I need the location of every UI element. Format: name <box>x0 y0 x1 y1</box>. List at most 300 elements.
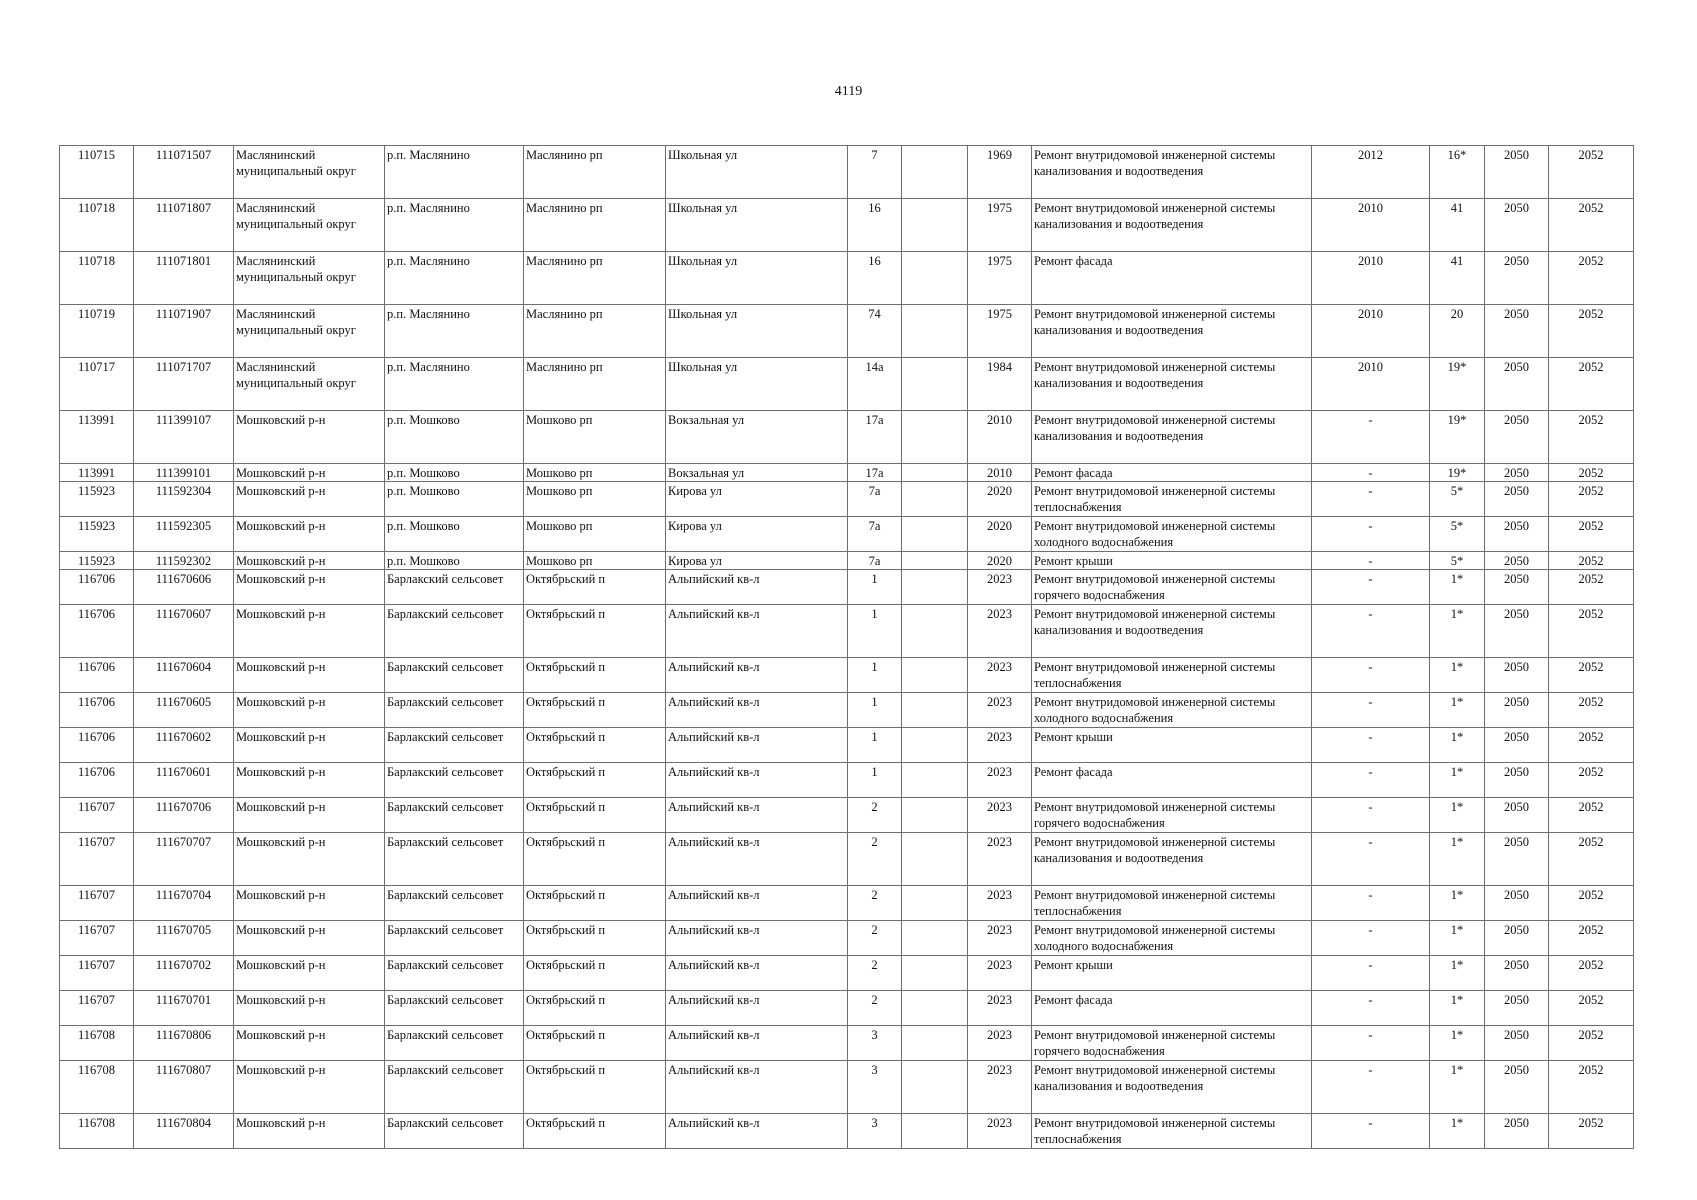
cell-district: Маслянинский муниципальный округ <box>234 146 385 199</box>
cell-work-id: 111670706 <box>134 798 234 833</box>
cell-plan-start-year: 2050 <box>1485 833 1549 886</box>
cell-work-id: 111670806 <box>134 1026 234 1061</box>
cell-settlement: Барлакский сельсовет <box>385 570 524 605</box>
cell-plan-start-year: 2050 <box>1485 921 1549 956</box>
cell-street: Кирова ул <box>666 517 848 552</box>
cell-plan-end-year: 2052 <box>1549 991 1634 1026</box>
cell-house-number: 2 <box>848 956 902 991</box>
cell-work-type: Ремонт внутридомовой инженерной системы канализования и водоотведения <box>1032 305 1312 358</box>
cell-year-built: 2023 <box>968 956 1032 991</box>
cell-year-built: 1975 <box>968 305 1032 358</box>
cell-wear-percent: 20 <box>1430 305 1485 358</box>
table-row <box>60 763 1634 798</box>
cell-last-repair-year: - <box>1312 693 1430 728</box>
cell-work-type: Ремонт крыши <box>1032 728 1312 763</box>
cell-plan-end-year: 2052 <box>1549 305 1634 358</box>
cell-last-repair-year: - <box>1312 658 1430 693</box>
cell-wear-percent: 1* <box>1430 886 1485 921</box>
cell-work-type: Ремонт внутридомовой инженерной системы канализования и водоотведения <box>1032 833 1312 886</box>
cell-plan-start-year: 2050 <box>1485 199 1549 252</box>
cell-work-type: Ремонт фасада <box>1032 991 1312 1026</box>
cell-year-built: 2023 <box>968 693 1032 728</box>
cell-house-id: 116707 <box>60 921 134 956</box>
cell-district: Маслянинский муниципальный округ <box>234 252 385 305</box>
cell-plan-start-year: 2050 <box>1485 464 1549 482</box>
cell-year-built: 2020 <box>968 517 1032 552</box>
cell-district: Мошковский р-н <box>234 728 385 763</box>
cell-locality: Октябрьский п <box>524 798 666 833</box>
cell-year-built: 2023 <box>968 570 1032 605</box>
cell-wear-percent: 1* <box>1430 798 1485 833</box>
cell-last-repair-year: 2010 <box>1312 305 1430 358</box>
cell-wear-percent: 1* <box>1430 956 1485 991</box>
table-row <box>60 921 1634 956</box>
cell-wear-percent: 1* <box>1430 605 1485 658</box>
cell-year-built: 2023 <box>968 921 1032 956</box>
cell-locality: Октябрьский п <box>524 1026 666 1061</box>
cell-locality: Октябрьский п <box>524 956 666 991</box>
cell-district: Мошковский р-н <box>234 693 385 728</box>
cell-street: Кирова ул <box>666 552 848 570</box>
cell-work-type: Ремонт внутридомовой инженерной системы канализования и водоотведения <box>1032 199 1312 252</box>
cell-plan-end-year: 2052 <box>1549 886 1634 921</box>
cell-last-repair-year: - <box>1312 1061 1430 1114</box>
cell-building <box>902 658 968 693</box>
cell-plan-start-year: 2050 <box>1485 570 1549 605</box>
cell-house-id: 116706 <box>60 605 134 658</box>
cell-plan-end-year: 2052 <box>1549 464 1634 482</box>
cell-house-number: 1 <box>848 658 902 693</box>
cell-settlement: Барлакский сельсовет <box>385 1026 524 1061</box>
cell-work-type: Ремонт внутридомовой инженерной системы теплоснабжения <box>1032 1114 1312 1149</box>
cell-district: Мошковский р-н <box>234 1026 385 1061</box>
cell-street: Вокзальная ул <box>666 464 848 482</box>
cell-work-id: 111670704 <box>134 886 234 921</box>
cell-plan-end-year: 2052 <box>1549 482 1634 517</box>
cell-plan-end-year: 2052 <box>1549 517 1634 552</box>
cell-work-id: 111670601 <box>134 763 234 798</box>
cell-building <box>902 833 968 886</box>
cell-street: Альпийский кв-л <box>666 570 848 605</box>
cell-work-type: Ремонт внутридомовой инженерной системы горячего водоснабжения <box>1032 570 1312 605</box>
cell-year-built: 2023 <box>968 728 1032 763</box>
cell-plan-end-year: 2052 <box>1549 763 1634 798</box>
cell-settlement: р.п. Мошково <box>385 552 524 570</box>
cell-year-built: 2023 <box>968 658 1032 693</box>
cell-wear-percent: 1* <box>1430 921 1485 956</box>
cell-wear-percent: 41 <box>1430 252 1485 305</box>
cell-house-number: 7а <box>848 482 902 517</box>
cell-locality: Октябрьский п <box>524 921 666 956</box>
cell-locality: Октябрьский п <box>524 991 666 1026</box>
cell-house-number: 1 <box>848 605 902 658</box>
cell-last-repair-year: - <box>1312 1114 1430 1149</box>
cell-house-id: 115923 <box>60 517 134 552</box>
cell-building <box>902 411 968 464</box>
cell-street: Школьная ул <box>666 146 848 199</box>
cell-wear-percent: 1* <box>1430 763 1485 798</box>
table-row <box>60 991 1634 1026</box>
cell-plan-end-year: 2052 <box>1549 570 1634 605</box>
cell-work-id: 111670705 <box>134 921 234 956</box>
cell-year-built: 1975 <box>968 199 1032 252</box>
cell-settlement: р.п. Маслянино <box>385 199 524 252</box>
cell-wear-percent: 1* <box>1430 1061 1485 1114</box>
cell-work-id: 111399107 <box>134 411 234 464</box>
cell-house-id: 116707 <box>60 991 134 1026</box>
cell-work-id: 111670602 <box>134 728 234 763</box>
cell-locality: Октябрьский п <box>524 833 666 886</box>
cell-plan-end-year: 2052 <box>1549 798 1634 833</box>
cell-work-type: Ремонт внутридомовой инженерной системы холодного водоснабжения <box>1032 517 1312 552</box>
cell-wear-percent: 1* <box>1430 1114 1485 1149</box>
cell-settlement: Барлакский сельсовет <box>385 728 524 763</box>
cell-plan-start-year: 2050 <box>1485 482 1549 517</box>
cell-street: Альпийский кв-л <box>666 728 848 763</box>
cell-building <box>902 728 968 763</box>
cell-work-id: 111670702 <box>134 956 234 991</box>
cell-house-number: 74 <box>848 305 902 358</box>
cell-house-id: 116708 <box>60 1026 134 1061</box>
cell-last-repair-year: 2010 <box>1312 252 1430 305</box>
cell-settlement: р.п. Мошково <box>385 482 524 517</box>
cell-building <box>902 1061 968 1114</box>
table-row <box>60 552 1634 570</box>
cell-work-id: 111071507 <box>134 146 234 199</box>
cell-settlement: Барлакский сельсовет <box>385 1114 524 1149</box>
cell-house-id: 116708 <box>60 1114 134 1149</box>
cell-plan-start-year: 2050 <box>1485 763 1549 798</box>
cell-district: Мошковский р-н <box>234 1114 385 1149</box>
cell-wear-percent: 5* <box>1430 517 1485 552</box>
table-row <box>60 305 1634 358</box>
cell-street: Школьная ул <box>666 305 848 358</box>
cell-work-id: 111670804 <box>134 1114 234 1149</box>
table-row <box>60 517 1634 552</box>
cell-building <box>902 605 968 658</box>
cell-locality: Октябрьский п <box>524 605 666 658</box>
cell-year-built: 2010 <box>968 464 1032 482</box>
cell-house-number: 16 <box>848 199 902 252</box>
cell-building <box>902 956 968 991</box>
cell-year-built: 1984 <box>968 358 1032 411</box>
cell-house-id: 110715 <box>60 146 134 199</box>
cell-wear-percent: 1* <box>1430 570 1485 605</box>
cell-settlement: р.п. Мошково <box>385 517 524 552</box>
cell-district: Мошковский р-н <box>234 605 385 658</box>
cell-work-id: 111670807 <box>134 1061 234 1114</box>
table-row <box>60 358 1634 411</box>
cell-plan-start-year: 2050 <box>1485 798 1549 833</box>
cell-building <box>902 1026 968 1061</box>
cell-building <box>902 798 968 833</box>
cell-work-type: Ремонт внутридомовой инженерной системы теплоснабжения <box>1032 886 1312 921</box>
cell-settlement: Барлакский сельсовет <box>385 1061 524 1114</box>
cell-last-repair-year: - <box>1312 464 1430 482</box>
cell-plan-start-year: 2050 <box>1485 146 1549 199</box>
cell-work-type: Ремонт крыши <box>1032 956 1312 991</box>
cell-plan-end-year: 2052 <box>1549 552 1634 570</box>
cell-work-type: Ремонт внутридомовой инженерной системы горячего водоснабжения <box>1032 1026 1312 1061</box>
cell-year-built: 2020 <box>968 482 1032 517</box>
cell-work-type: Ремонт внутридомовой инженерной системы теплоснабжения <box>1032 658 1312 693</box>
cell-plan-start-year: 2050 <box>1485 886 1549 921</box>
cell-house-id: 116708 <box>60 1061 134 1114</box>
cell-settlement: Барлакский сельсовет <box>385 798 524 833</box>
cell-building <box>902 199 968 252</box>
cell-wear-percent: 5* <box>1430 482 1485 517</box>
cell-work-type: Ремонт внутридомовой инженерной системы канализования и водоотведения <box>1032 146 1312 199</box>
cell-locality: Октябрьский п <box>524 658 666 693</box>
cell-work-id: 111592305 <box>134 517 234 552</box>
cell-last-repair-year: - <box>1312 798 1430 833</box>
cell-locality: Октябрьский п <box>524 693 666 728</box>
cell-locality: Мошково рп <box>524 552 666 570</box>
cell-district: Мошковский р-н <box>234 570 385 605</box>
cell-wear-percent: 1* <box>1430 1026 1485 1061</box>
cell-wear-percent: 16* <box>1430 146 1485 199</box>
cell-year-built: 1975 <box>968 252 1032 305</box>
cell-locality: Октябрьский п <box>524 728 666 763</box>
cell-house-id: 110719 <box>60 305 134 358</box>
cell-house-number: 2 <box>848 798 902 833</box>
cell-last-repair-year: - <box>1312 921 1430 956</box>
cell-house-id: 116707 <box>60 833 134 886</box>
cell-street: Кирова ул <box>666 482 848 517</box>
cell-year-built: 2023 <box>968 833 1032 886</box>
cell-plan-end-year: 2052 <box>1549 728 1634 763</box>
cell-settlement: Барлакский сельсовет <box>385 956 524 991</box>
table-row <box>60 1114 1634 1149</box>
cell-settlement: Барлакский сельсовет <box>385 833 524 886</box>
cell-house-id: 116706 <box>60 763 134 798</box>
cell-plan-start-year: 2050 <box>1485 1026 1549 1061</box>
cell-street: Альпийский кв-л <box>666 1061 848 1114</box>
cell-settlement: р.п. Мошково <box>385 464 524 482</box>
cell-locality: Октябрьский п <box>524 886 666 921</box>
cell-work-id: 111592304 <box>134 482 234 517</box>
cell-settlement: р.п. Маслянино <box>385 305 524 358</box>
table-row <box>60 199 1634 252</box>
cell-street: Альпийский кв-л <box>666 798 848 833</box>
cell-district: Мошковский р-н <box>234 921 385 956</box>
cell-wear-percent: 41 <box>1430 199 1485 252</box>
cell-year-built: 2023 <box>968 886 1032 921</box>
cell-house-number: 1 <box>848 693 902 728</box>
cell-house-id: 116707 <box>60 886 134 921</box>
cell-last-repair-year: - <box>1312 833 1430 886</box>
cell-plan-start-year: 2050 <box>1485 956 1549 991</box>
cell-house-number: 17а <box>848 464 902 482</box>
cell-house-id: 116706 <box>60 728 134 763</box>
table-row <box>60 833 1634 886</box>
cell-building <box>902 552 968 570</box>
cell-house-number: 3 <box>848 1061 902 1114</box>
cell-street: Альпийский кв-л <box>666 658 848 693</box>
table-row <box>60 1026 1634 1061</box>
cell-wear-percent: 1* <box>1430 693 1485 728</box>
table-row <box>60 886 1634 921</box>
cell-district: Мошковский р-н <box>234 886 385 921</box>
cell-work-type: Ремонт фасада <box>1032 252 1312 305</box>
cell-last-repair-year: - <box>1312 728 1430 763</box>
cell-house-number: 1 <box>848 763 902 798</box>
cell-street: Альпийский кв-л <box>666 1114 848 1149</box>
cell-plan-end-year: 2052 <box>1549 146 1634 199</box>
cell-district: Маслянинский муниципальный округ <box>234 199 385 252</box>
cell-house-number: 3 <box>848 1114 902 1149</box>
cell-house-id: 116707 <box>60 798 134 833</box>
table-row <box>60 146 1634 199</box>
cell-settlement: р.п. Маслянино <box>385 146 524 199</box>
cell-settlement: р.п. Маслянино <box>385 358 524 411</box>
cell-plan-end-year: 2052 <box>1549 921 1634 956</box>
cell-street: Альпийский кв-л <box>666 991 848 1026</box>
cell-work-type: Ремонт внутридомовой инженерной системы канализования и водоотведения <box>1032 411 1312 464</box>
cell-work-id: 111670605 <box>134 693 234 728</box>
cell-district: Мошковский р-н <box>234 798 385 833</box>
cell-year-built: 2010 <box>968 411 1032 464</box>
cell-building <box>902 921 968 956</box>
cell-plan-end-year: 2052 <box>1549 833 1634 886</box>
table-row <box>60 252 1634 305</box>
table-row <box>60 464 1634 482</box>
cell-house-number: 7а <box>848 517 902 552</box>
cell-work-type: Ремонт внутридомовой инженерной системы канализования и водоотведения <box>1032 1061 1312 1114</box>
cell-house-number: 2 <box>848 886 902 921</box>
cell-last-repair-year: - <box>1312 482 1430 517</box>
cell-work-id: 111071807 <box>134 199 234 252</box>
table-row <box>60 658 1634 693</box>
cell-building <box>902 991 968 1026</box>
cell-last-repair-year: 2012 <box>1312 146 1430 199</box>
cell-plan-start-year: 2050 <box>1485 552 1549 570</box>
cell-locality: Маслянино рп <box>524 358 666 411</box>
cell-district: Мошковский р-н <box>234 833 385 886</box>
cell-settlement: Барлакский сельсовет <box>385 605 524 658</box>
cell-building <box>902 482 968 517</box>
cell-plan-end-year: 2052 <box>1549 358 1634 411</box>
cell-work-type: Ремонт внутридомовой инженерной системы канализования и водоотведения <box>1032 358 1312 411</box>
cell-last-repair-year: - <box>1312 886 1430 921</box>
cell-house-id: 116706 <box>60 658 134 693</box>
cell-locality: Октябрьский п <box>524 1114 666 1149</box>
cell-work-type: Ремонт фасада <box>1032 763 1312 798</box>
cell-work-type: Ремонт внутридомовой инженерной системы канализования и водоотведения <box>1032 605 1312 658</box>
cell-district: Мошковский р-н <box>234 956 385 991</box>
table-row <box>60 482 1634 517</box>
cell-building <box>902 517 968 552</box>
cell-work-type: Ремонт внутридомовой инженерной системы холодного водоснабжения <box>1032 921 1312 956</box>
cell-work-id: 111670701 <box>134 991 234 1026</box>
cell-plan-end-year: 2052 <box>1549 1026 1634 1061</box>
cell-plan-end-year: 2052 <box>1549 956 1634 991</box>
cell-district: Мошковский р-н <box>234 658 385 693</box>
cell-building <box>902 886 968 921</box>
cell-last-repair-year: - <box>1312 956 1430 991</box>
cell-house-number: 1 <box>848 570 902 605</box>
cell-locality: Октябрьский п <box>524 570 666 605</box>
cell-work-type: Ремонт внутридомовой инженерной системы теплоснабжения <box>1032 482 1312 517</box>
cell-last-repair-year: - <box>1312 517 1430 552</box>
cell-plan-end-year: 2052 <box>1549 1114 1634 1149</box>
cell-year-built: 2023 <box>968 1114 1032 1149</box>
cell-work-id: 111670606 <box>134 570 234 605</box>
cell-year-built: 2023 <box>968 605 1032 658</box>
cell-street: Альпийский кв-л <box>666 833 848 886</box>
cell-work-id: 111071707 <box>134 358 234 411</box>
cell-work-id: 111670604 <box>134 658 234 693</box>
cell-settlement: р.п. Маслянино <box>385 252 524 305</box>
cell-settlement: Барлакский сельсовет <box>385 921 524 956</box>
cell-wear-percent: 19* <box>1430 464 1485 482</box>
cell-district: Мошковский р-н <box>234 517 385 552</box>
cell-building <box>902 305 968 358</box>
cell-year-built: 2020 <box>968 552 1032 570</box>
cell-house-id: 116706 <box>60 570 134 605</box>
cell-locality: Маслянино рп <box>524 146 666 199</box>
cell-locality: Октябрьский п <box>524 763 666 798</box>
cell-locality: Мошково рп <box>524 464 666 482</box>
cell-house-id: 116707 <box>60 956 134 991</box>
cell-plan-start-year: 2050 <box>1485 693 1549 728</box>
cell-house-number: 2 <box>848 921 902 956</box>
cell-street: Школьная ул <box>666 252 848 305</box>
cell-plan-end-year: 2052 <box>1549 199 1634 252</box>
table-row <box>60 1061 1634 1114</box>
cell-last-repair-year: - <box>1312 1026 1430 1061</box>
table-row <box>60 798 1634 833</box>
cell-house-number: 7а <box>848 552 902 570</box>
cell-building <box>902 146 968 199</box>
cell-plan-start-year: 2050 <box>1485 252 1549 305</box>
cell-house-number: 1 <box>848 728 902 763</box>
cell-street: Альпийский кв-л <box>666 886 848 921</box>
cell-street: Школьная ул <box>666 199 848 252</box>
cell-locality: Октябрьский п <box>524 1061 666 1114</box>
cell-plan-end-year: 2052 <box>1549 252 1634 305</box>
cell-wear-percent: 19* <box>1430 358 1485 411</box>
cell-settlement: Барлакский сельсовет <box>385 991 524 1026</box>
cell-settlement: Барлакский сельсовет <box>385 658 524 693</box>
cell-plan-start-year: 2050 <box>1485 1114 1549 1149</box>
cell-plan-start-year: 2050 <box>1485 605 1549 658</box>
cell-wear-percent: 1* <box>1430 658 1485 693</box>
cell-house-number: 16 <box>848 252 902 305</box>
cell-last-repair-year: - <box>1312 552 1430 570</box>
cell-wear-percent: 5* <box>1430 552 1485 570</box>
cell-work-type: Ремонт фасада <box>1032 464 1312 482</box>
cell-district: Мошковский р-н <box>234 763 385 798</box>
cell-house-id: 110717 <box>60 358 134 411</box>
cell-building <box>902 570 968 605</box>
cell-wear-percent: 1* <box>1430 728 1485 763</box>
cell-year-built: 2023 <box>968 991 1032 1026</box>
cell-house-id: 115923 <box>60 482 134 517</box>
cell-work-id: 111071907 <box>134 305 234 358</box>
cell-house-number: 17а <box>848 411 902 464</box>
cell-plan-end-year: 2052 <box>1549 411 1634 464</box>
cell-wear-percent: 1* <box>1430 991 1485 1026</box>
cell-house-id: 113991 <box>60 411 134 464</box>
cell-building <box>902 763 968 798</box>
cell-last-repair-year: - <box>1312 991 1430 1026</box>
cell-year-built: 2023 <box>968 1026 1032 1061</box>
cell-district: Мошковский р-н <box>234 411 385 464</box>
cell-house-id: 110718 <box>60 252 134 305</box>
cell-district: Мошковский р-н <box>234 464 385 482</box>
cell-plan-start-year: 2050 <box>1485 517 1549 552</box>
